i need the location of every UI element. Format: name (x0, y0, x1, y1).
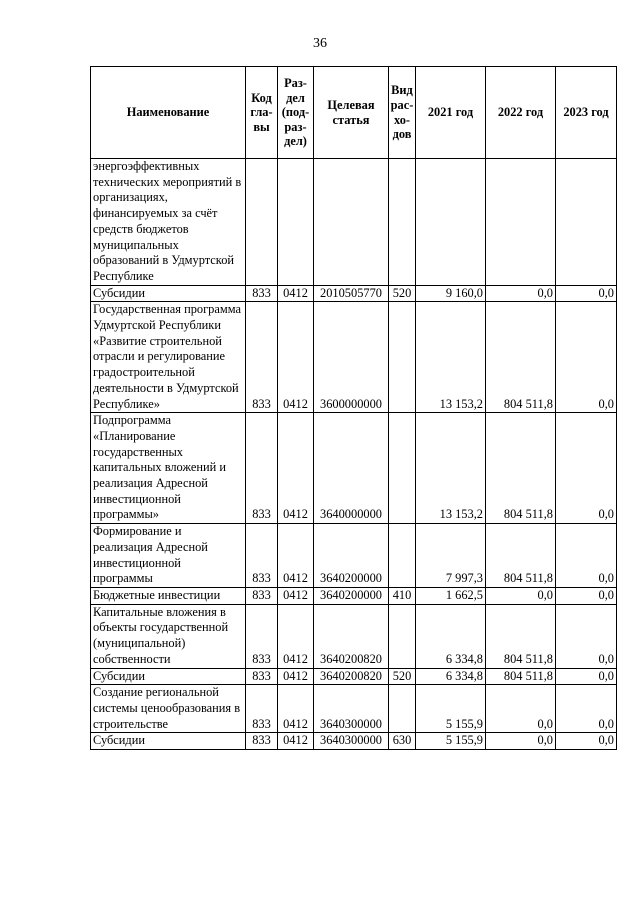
cell-type (389, 524, 416, 588)
cell-y2023: 0,0 (556, 413, 617, 524)
cell-name: Капитальные вложения в объекты государственной (муниципальной) собственности (91, 604, 246, 668)
budget-table (90, 66, 617, 750)
cell-section: 0412 (278, 302, 314, 413)
cell-chapter: 833 (246, 285, 278, 302)
cell-y2022: 0,0 (486, 733, 556, 750)
cell-y2023: 0,0 (556, 668, 617, 685)
table-row (91, 524, 617, 588)
cell-y2023: 0,0 (556, 604, 617, 668)
table-row (91, 302, 617, 413)
cell-y2021: 5 155,9 (416, 685, 486, 733)
cell-y2022: 804 511,8 (486, 668, 556, 685)
cell-y2023 (556, 159, 617, 286)
page-number: 36 (313, 36, 327, 51)
cell-y2021: 6 334,8 (416, 668, 486, 685)
cell-y2021: 1 662,5 (416, 587, 486, 604)
table-row (91, 285, 617, 302)
cell-type: 520 (389, 668, 416, 685)
cell-name: Субсидии (91, 733, 246, 750)
cell-chapter: 833 (246, 302, 278, 413)
cell-name: Субсидии (91, 668, 246, 685)
cell-section: 0412 (278, 524, 314, 588)
cell-section: 0412 (278, 285, 314, 302)
cell-name: Субсидии (91, 285, 246, 302)
table-row (91, 413, 617, 524)
cell-y2022: 804 511,8 (486, 302, 556, 413)
table-row (91, 604, 617, 668)
header-chapter: Код гла-вы (246, 67, 278, 159)
cell-y2021: 5 155,9 (416, 733, 486, 750)
table-row (91, 587, 617, 604)
cell-target: 3640300000 (314, 733, 389, 750)
table-row (91, 668, 617, 685)
cell-type (389, 302, 416, 413)
cell-chapter: 833 (246, 604, 278, 668)
cell-type: 630 (389, 733, 416, 750)
cell-section: 0412 (278, 685, 314, 733)
cell-name: Формирование и реализация Адресной инвестиционной программы (91, 524, 246, 588)
header-2023: 2023 год (556, 67, 617, 159)
cell-type (389, 685, 416, 733)
cell-y2023: 0,0 (556, 285, 617, 302)
cell-type: 520 (389, 285, 416, 302)
cell-section (278, 159, 314, 286)
cell-name: Бюджетные инвестиции (91, 587, 246, 604)
cell-target: 3640200820 (314, 604, 389, 668)
cell-target (314, 159, 389, 286)
cell-section: 0412 (278, 604, 314, 668)
header-section: Раз-дел (под-раз-дел) (278, 67, 314, 159)
header-2021: 2021 год (416, 67, 486, 159)
cell-name: Подпрограмма «Планирование государственных капитальных вложений и реализация Адресной инвестиционной программы» (91, 413, 246, 524)
cell-name: энергоэффективных технических мероприятий в организациях, финансируемых за счёт средств бюджетов муниципальных образований в Удмуртской Республике (91, 159, 246, 286)
cell-y2022: 804 511,8 (486, 604, 556, 668)
cell-type (389, 604, 416, 668)
cell-target: 2010505770 (314, 285, 389, 302)
cell-chapter: 833 (246, 587, 278, 604)
cell-y2022: 804 511,8 (486, 524, 556, 588)
cell-y2022: 0,0 (486, 285, 556, 302)
cell-target: 3640200000 (314, 524, 389, 588)
cell-target: 3640000000 (314, 413, 389, 524)
cell-y2023: 0,0 (556, 685, 617, 733)
cell-chapter (246, 159, 278, 286)
cell-y2023: 0,0 (556, 524, 617, 588)
cell-chapter: 833 (246, 733, 278, 750)
cell-y2022 (486, 159, 556, 286)
cell-target: 3640200000 (314, 587, 389, 604)
cell-target: 3640200820 (314, 668, 389, 685)
cell-target: 3600000000 (314, 302, 389, 413)
cell-y2023: 0,0 (556, 302, 617, 413)
cell-y2023: 0,0 (556, 587, 617, 604)
cell-y2021: 9 160,0 (416, 285, 486, 302)
cell-y2023: 0,0 (556, 733, 617, 750)
cell-y2022: 0,0 (486, 587, 556, 604)
header-type: Вид рас-хо-дов (389, 67, 416, 159)
cell-y2022: 804 511,8 (486, 413, 556, 524)
cell-type (389, 413, 416, 524)
header-row (91, 67, 617, 159)
cell-y2021: 13 153,2 (416, 413, 486, 524)
cell-type: 410 (389, 587, 416, 604)
cell-section: 0412 (278, 587, 314, 604)
cell-name: Государственная программа Удмуртской Республики «Развитие строительной отрасли и регулирование градостроительной деятельности в Удмуртской Республике» (91, 302, 246, 413)
table-row (91, 685, 617, 733)
cell-section: 0412 (278, 733, 314, 750)
cell-chapter: 833 (246, 668, 278, 685)
table-row (91, 159, 617, 286)
header-target: Целевая статья (314, 67, 389, 159)
table-row (91, 733, 617, 750)
cell-chapter: 833 (246, 413, 278, 524)
cell-y2021 (416, 159, 486, 286)
cell-section: 0412 (278, 413, 314, 524)
header-2022: 2022 год (486, 67, 556, 159)
cell-y2021: 6 334,8 (416, 604, 486, 668)
cell-target: 3640300000 (314, 685, 389, 733)
cell-type (389, 159, 416, 286)
header-name: Наименование (91, 67, 246, 159)
cell-section: 0412 (278, 668, 314, 685)
cell-y2021: 13 153,2 (416, 302, 486, 413)
cell-y2022: 0,0 (486, 685, 556, 733)
cell-y2021: 7 997,3 (416, 524, 486, 588)
cell-chapter: 833 (246, 685, 278, 733)
cell-chapter: 833 (246, 524, 278, 588)
cell-name: Создание региональной системы ценообразования в строительстве (91, 685, 246, 733)
